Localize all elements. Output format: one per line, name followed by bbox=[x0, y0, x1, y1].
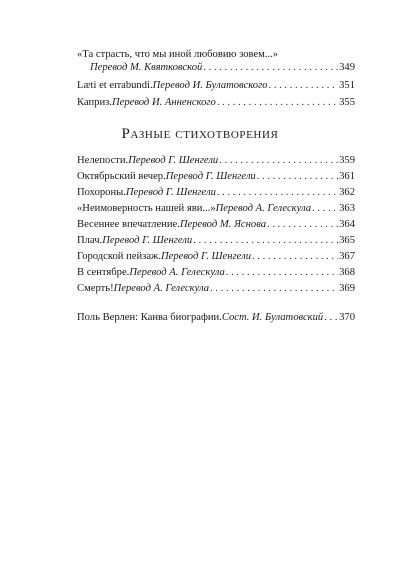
leader-dots bbox=[257, 170, 338, 183]
entry-page-number: 359 bbox=[339, 155, 355, 166]
leader-dots bbox=[324, 311, 338, 324]
toc-entry bbox=[77, 96, 355, 109]
entry-title: Весеннее впечатление. bbox=[77, 219, 180, 230]
toc-entry bbox=[77, 186, 355, 199]
entry-page-number: 349 bbox=[339, 62, 355, 73]
entry-translator: Перевод А. Гелескула bbox=[129, 267, 225, 278]
entry-translator: Перевод А. Гелескула bbox=[113, 283, 210, 294]
entry-page-number: 364 bbox=[339, 219, 355, 230]
entry-translator: Перевод И. Анненского bbox=[111, 97, 216, 108]
toc-entry-title-line: «Та страсть, что мы иной любовию зовем...» bbox=[77, 49, 279, 60]
leader-dots bbox=[312, 202, 338, 215]
entry-translator: Перевод И. Булатовского bbox=[152, 80, 268, 91]
entry-title: В сентябре. bbox=[77, 267, 130, 278]
leader-dots bbox=[252, 250, 338, 263]
entry-page-number: 370 bbox=[339, 312, 355, 323]
entry-title: Смерть! bbox=[77, 283, 114, 294]
entry-translator: Перевод А. Гелескула bbox=[215, 203, 312, 214]
toc-entry bbox=[77, 202, 355, 215]
entry-page-number: 355 bbox=[339, 97, 355, 108]
entry-translator: Перевод М. Яснова bbox=[179, 219, 267, 230]
entry-translator: Перевод Г. Шенгели bbox=[128, 155, 219, 166]
toc-entry bbox=[77, 311, 355, 324]
toc-entry bbox=[77, 154, 355, 167]
leader-dots bbox=[267, 218, 338, 231]
entry-translator: Сост. И. Булатовский bbox=[221, 312, 324, 323]
entry-title: Городской пейзаж. bbox=[77, 251, 161, 262]
toc-entry bbox=[77, 234, 355, 247]
entry-page-number: 369 bbox=[339, 283, 355, 294]
entry-title: Похороны. bbox=[77, 187, 126, 198]
leader-dots bbox=[226, 266, 338, 279]
toc-entry bbox=[77, 250, 355, 263]
entry-translator: Перевод М. Квятковской bbox=[90, 62, 203, 73]
entry-translator: Перевод Г. Шенгели bbox=[125, 187, 216, 198]
entry-title: Плач. bbox=[77, 235, 103, 246]
toc-entry bbox=[77, 282, 355, 295]
entry-title: Læti et errabundi. bbox=[77, 80, 153, 91]
entry-title: «Неимоверность нашей яви...» bbox=[77, 203, 216, 214]
entry-page-number: 363 bbox=[339, 203, 355, 214]
toc-entry bbox=[77, 218, 355, 231]
toc-entry bbox=[77, 266, 355, 279]
entry-title: Каприз. bbox=[77, 97, 112, 108]
toc-entry bbox=[77, 170, 355, 183]
entry-translator: Перевод Г. Шенгели bbox=[165, 171, 256, 182]
toc-entry bbox=[77, 79, 355, 92]
entry-title: Нелепости. bbox=[77, 155, 129, 166]
entry-page-number: 351 bbox=[339, 80, 355, 91]
leader-dots bbox=[219, 154, 338, 167]
entry-page-number: 367 bbox=[339, 251, 355, 262]
leader-dots bbox=[203, 61, 338, 74]
leader-dots bbox=[210, 282, 338, 295]
entry-translator: Перевод Г. Шенгели bbox=[161, 251, 251, 262]
entry-page-number: 362 bbox=[339, 187, 355, 198]
entry-page-number: 365 bbox=[339, 235, 355, 246]
leader-dots bbox=[269, 79, 339, 92]
leader-dots bbox=[217, 186, 338, 199]
entry-translator: Перевод Г. Шенгели bbox=[102, 235, 193, 246]
entry-title: Октябрьский вечер. bbox=[77, 171, 166, 182]
leader-dots bbox=[217, 96, 338, 109]
section-heading: Разные стихотворения bbox=[121, 126, 279, 142]
entry-page-number: 368 bbox=[339, 267, 355, 278]
entry-title: Поль Верлен: Канва биографии. bbox=[77, 312, 222, 323]
leader-dots bbox=[193, 234, 338, 247]
toc-entry bbox=[90, 61, 355, 74]
entry-page-number: 361 bbox=[339, 171, 355, 182]
